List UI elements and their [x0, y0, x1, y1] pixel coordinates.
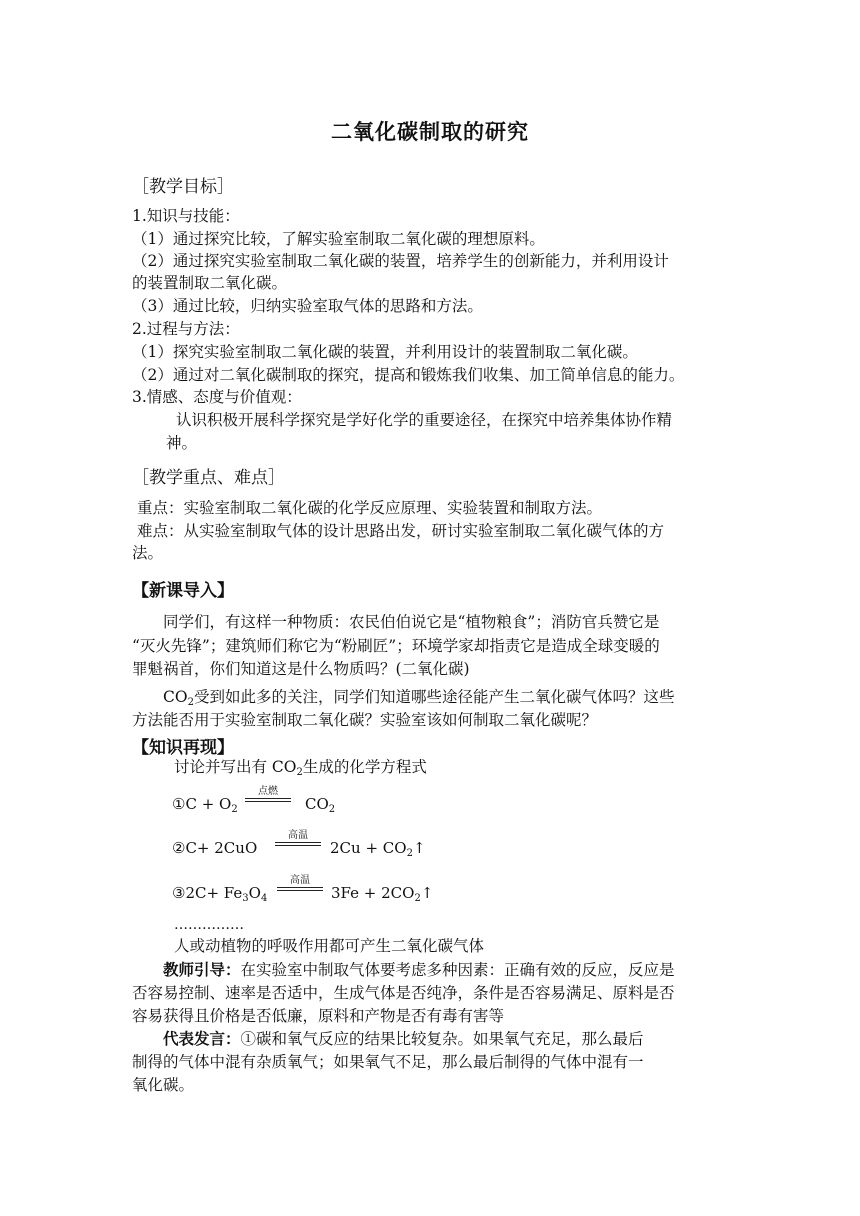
page-title: 二氧化碳制取的研究	[331, 119, 529, 144]
representative-line: 氧化碳。	[132, 1076, 195, 1094]
equation-1-condition: 点燃	[245, 786, 291, 802]
section-objectives: ［教学目标］	[132, 177, 234, 197]
intro-line: 同学们，有这样一种物质：农民伯伯说它是“植物粮食”；消防官兵赞它是	[163, 613, 660, 631]
objective-line: （3）通过比较，归纳实验室取气体的思路和方法。	[132, 297, 483, 315]
keypoint-line: 难点：从实验室制取气体的设计思路出发，研讨实验室制取二氧化碳气体的方	[137, 522, 665, 540]
objective-line: 的装置制取二氧化碳。	[132, 274, 288, 292]
teacher-guidance-line: 否容易控制、速率是否适中，生成气体是否纯净，条件是否容易满足、原料是否	[132, 984, 675, 1002]
equation-3-reactants: ③2C+ $Fe_3O_4$	[172, 884, 268, 904]
intro-line: 罪魁祸首，你们知道这是什么物质吗？(二氧化碳)	[132, 660, 470, 678]
discussion-line: 讨论并写出有 $CO_2$生成的化学方程式	[174, 758, 427, 778]
equation-1-products: $CO_2$	[305, 795, 336, 815]
equation-3-condition: 高温	[277, 875, 323, 891]
section-review: 【知识再现】	[132, 738, 234, 758]
response-line: 人或动植物的呼吸作用都可产生二氧化碳气体	[174, 937, 485, 955]
equation-2-reactants: ②C+ 2CuO	[172, 839, 258, 857]
teacher-guidance-line: 教师引导：在实验室中制取气体要考虑多种因素：正确有效的反应，反应是	[163, 960, 675, 979]
keypoint-line: 重点：实验室制取二氧化碳的化学反应原理、实验装置和制取方法。	[137, 499, 603, 517]
objective-line: 神。	[166, 434, 198, 452]
intro-line: $CO_2$受到如此多的关注，同学们知道哪些途径能产生二氧化碳气体吗？这些	[163, 688, 675, 708]
objective-line: （2）通过对二氧化碳制取的探究，提高和锻炼我们收集、加工简单信息的能力。	[132, 366, 685, 384]
representative-line: 代表发言：①碳和氧气反应的结果比较复杂。如果氧气充足，那么最后	[163, 1029, 644, 1048]
section-keypoints: ［教学重点、难点］	[132, 468, 285, 488]
objective-heading-1: 1.知识与技能：	[132, 207, 240, 225]
teacher-guidance-line: 容易获得且价格是否低廉，原料和产物是否有毒有害等	[132, 1007, 505, 1025]
objective-line: 认识积极开展科学探究是学好化学的重要途径，在探究中培养集体协作精	[176, 411, 673, 429]
objective-line: （2）通过探究实验室制取二氧化碳的装置，培养学生的创新能力，并利用设计	[132, 252, 669, 270]
equation-2-products: $2Cu + CO_2↑$	[330, 839, 426, 859]
equation-1-reactants: ①C + $O_2$	[172, 795, 238, 815]
section-intro: 【新课导入】	[132, 581, 234, 601]
objective-heading-3: 3.情感、态度与价值观：	[132, 388, 302, 406]
intro-line: 方法能否用于实验室制取二氧化碳？实验室该如何制取二氧化碳呢？	[132, 711, 598, 729]
representative-label: 代表发言：	[163, 1029, 241, 1048]
teacher-guidance-label: 教师引导：	[163, 960, 241, 979]
equation-2-condition: 高温	[275, 830, 321, 846]
ellipsis: ……………	[174, 917, 244, 933]
objective-line: （1）通过探究比较，了解实验室制取二氧化碳的理想原料。	[132, 230, 545, 248]
keypoint-line: 法。	[132, 544, 164, 562]
objective-heading-2: 2.过程与方法：	[132, 320, 240, 338]
objective-line: （1）探究实验室制取二氧化碳的装置，并利用设计的装置制取二氧化碳。	[132, 343, 638, 361]
representative-line: 制得的气体中混有杂质氧气；如果氧气不足，那么最后制得的气体中混有一	[132, 1053, 644, 1071]
equation-3-products: $3Fe + 2CO_2↑$	[331, 884, 434, 904]
intro-line: “灭火先锋”；建筑师们称它为“粉刷匠”；环境学家却指责它是造成全球变暖的	[132, 637, 660, 655]
